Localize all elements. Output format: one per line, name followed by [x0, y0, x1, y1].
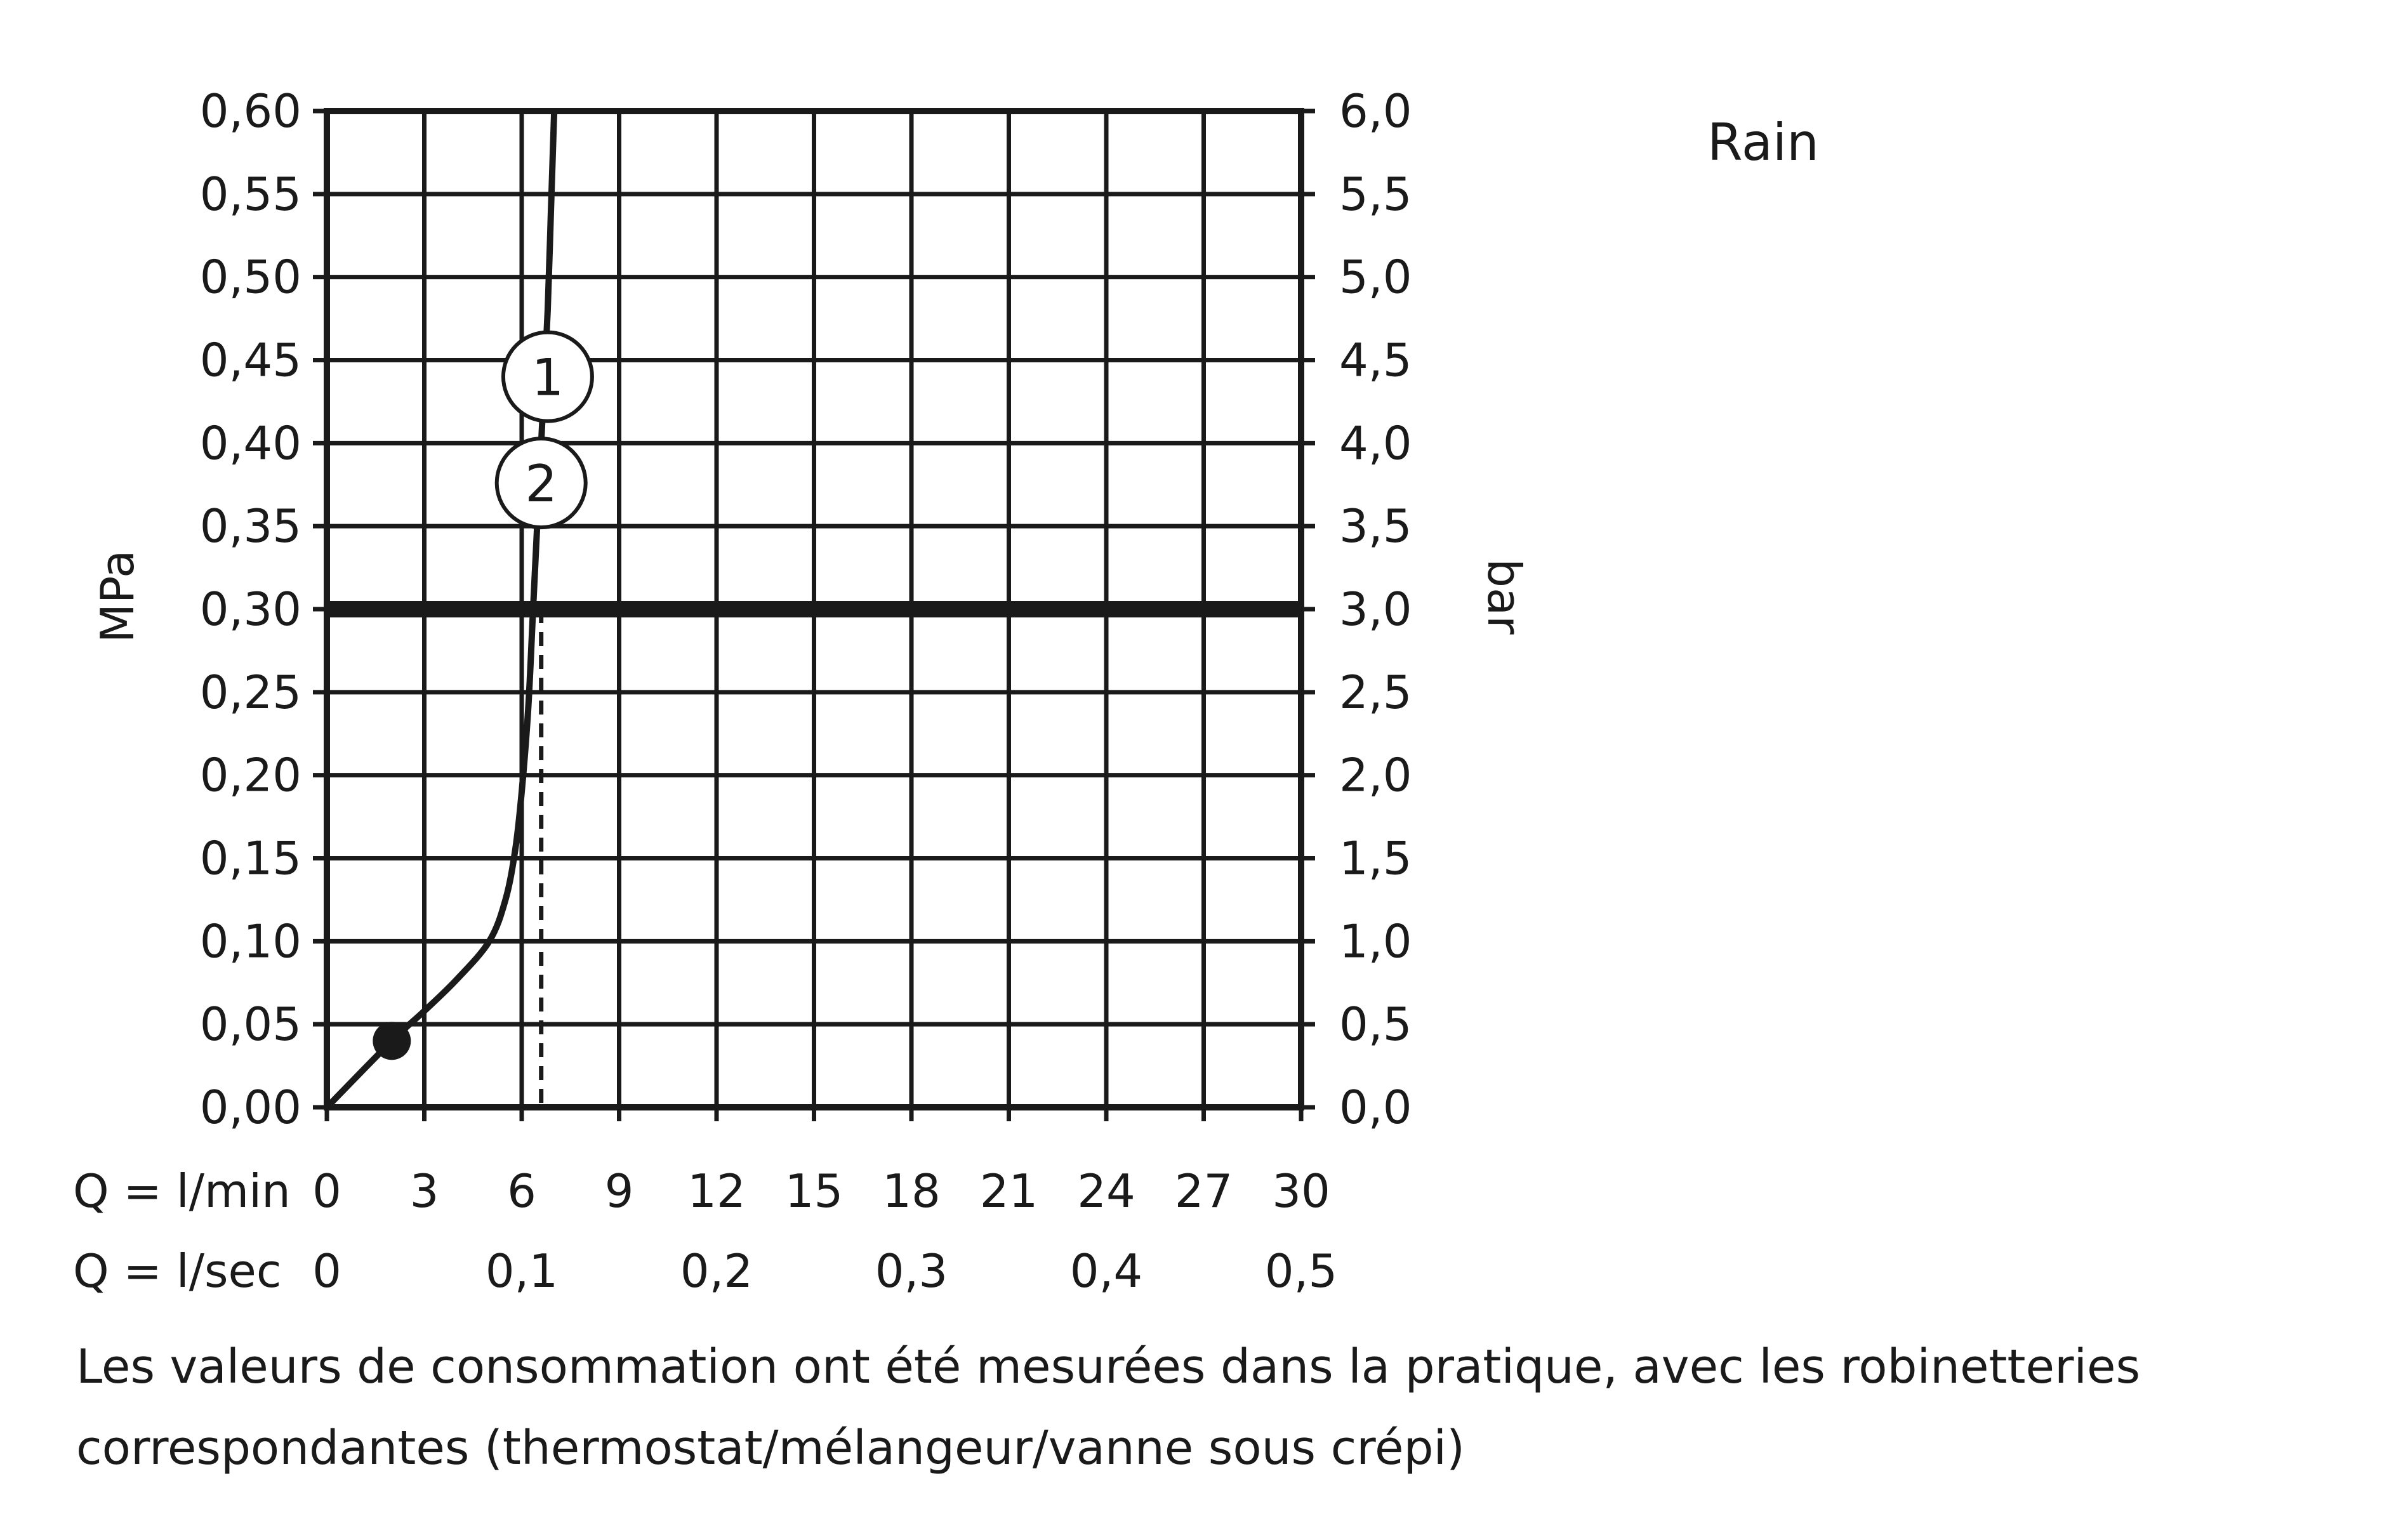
- y-right-tick-label: 3,5: [1339, 499, 1412, 553]
- x-lmin-tick-label: 15: [784, 1164, 843, 1218]
- y-left-tick-label: 0,35: [199, 499, 301, 553]
- y-left-tick-label: 0,15: [199, 831, 301, 885]
- y-left-tick-label: 0,25: [199, 665, 301, 719]
- x-lmin-tick-label: 3: [409, 1164, 439, 1218]
- y-right-axis-title: bar: [1478, 558, 1531, 635]
- y-left-tick-label: 0,20: [199, 748, 301, 802]
- y-right-tick-label: 5,0: [1339, 250, 1412, 304]
- y-left-tick-label: 0,55: [199, 167, 301, 221]
- y-left-axis-title: MPa: [91, 550, 144, 643]
- y-right-tick-label: 2,5: [1339, 665, 1412, 719]
- x-lsec-tick-label: 0,3: [875, 1244, 948, 1298]
- footnote-line-1: Les valeurs de consommation ont été mesurées dans la pratique, avec les robinetteries: [76, 1340, 2141, 1394]
- footnote-line-2: correspondantes (thermostat/mélangeur/vanne sous crépi): [76, 1421, 1465, 1475]
- y-right-tick-label: 0,5: [1339, 998, 1412, 1051]
- y-right-tick-label: 4,0: [1339, 416, 1412, 470]
- x-lmin-tick-label: 18: [882, 1164, 941, 1218]
- x-lmin-tick-label: 12: [687, 1164, 746, 1218]
- y-left-tick-label: 0,05: [199, 998, 301, 1051]
- y-right-tick-label: 2,0: [1339, 748, 1412, 802]
- y-left-tick-label: 0,00: [199, 1081, 301, 1134]
- y-right-tick-label: 1,0: [1339, 914, 1412, 968]
- y-right-tick-label: 3,0: [1339, 583, 1412, 636]
- y-right-tick-label: 0,0: [1339, 1081, 1412, 1134]
- mode-label: Rain: [1707, 113, 1819, 172]
- curve-marker-label: 2: [525, 454, 558, 514]
- y-right-tick-label: 6,0: [1339, 84, 1412, 138]
- y-left-tick-label: 0,50: [199, 250, 301, 304]
- y-left-tick-label: 0,45: [199, 333, 301, 387]
- x-lsec-tick-label: 0,5: [1264, 1244, 1338, 1298]
- x-lmin-tick-label: 6: [507, 1164, 536, 1218]
- x-lmin-tick-label: 30: [1272, 1164, 1330, 1218]
- x-lmin-tick-label: 24: [1077, 1164, 1135, 1218]
- x-lmin-tick-label: 0: [312, 1164, 341, 1218]
- x-lsec-tick-label: 0,2: [680, 1244, 753, 1298]
- x-lmin-tick-label: 9: [604, 1164, 634, 1218]
- y-left-tick-label: 0,60: [199, 84, 301, 138]
- y-right-tick-label: 5,5: [1339, 167, 1412, 221]
- y-left-tick-label: 0,10: [199, 914, 301, 968]
- y-left-tick-label: 0,40: [199, 416, 301, 470]
- curve-marker-label: 1: [531, 348, 564, 407]
- x-lsec-tick-label: 0,1: [485, 1244, 559, 1298]
- x-lmin-axis-label: Q = l/min: [73, 1164, 291, 1218]
- point-marker: [373, 1022, 411, 1060]
- y-right-tick-label: 4,5: [1339, 333, 1412, 387]
- x-lsec-tick-label: 0,4: [1069, 1244, 1143, 1298]
- footnote: [76, 1326, 2171, 1489]
- x-lsec-tick-label: 0: [312, 1244, 341, 1298]
- x-lmin-tick-label: 27: [1174, 1164, 1233, 1218]
- y-right-tick-label: 1,5: [1339, 831, 1412, 885]
- x-lmin-tick-label: 21: [979, 1164, 1038, 1218]
- y-left-tick-label: 0,30: [199, 583, 301, 636]
- x-lsec-axis-label: Q = l/sec: [73, 1244, 282, 1298]
